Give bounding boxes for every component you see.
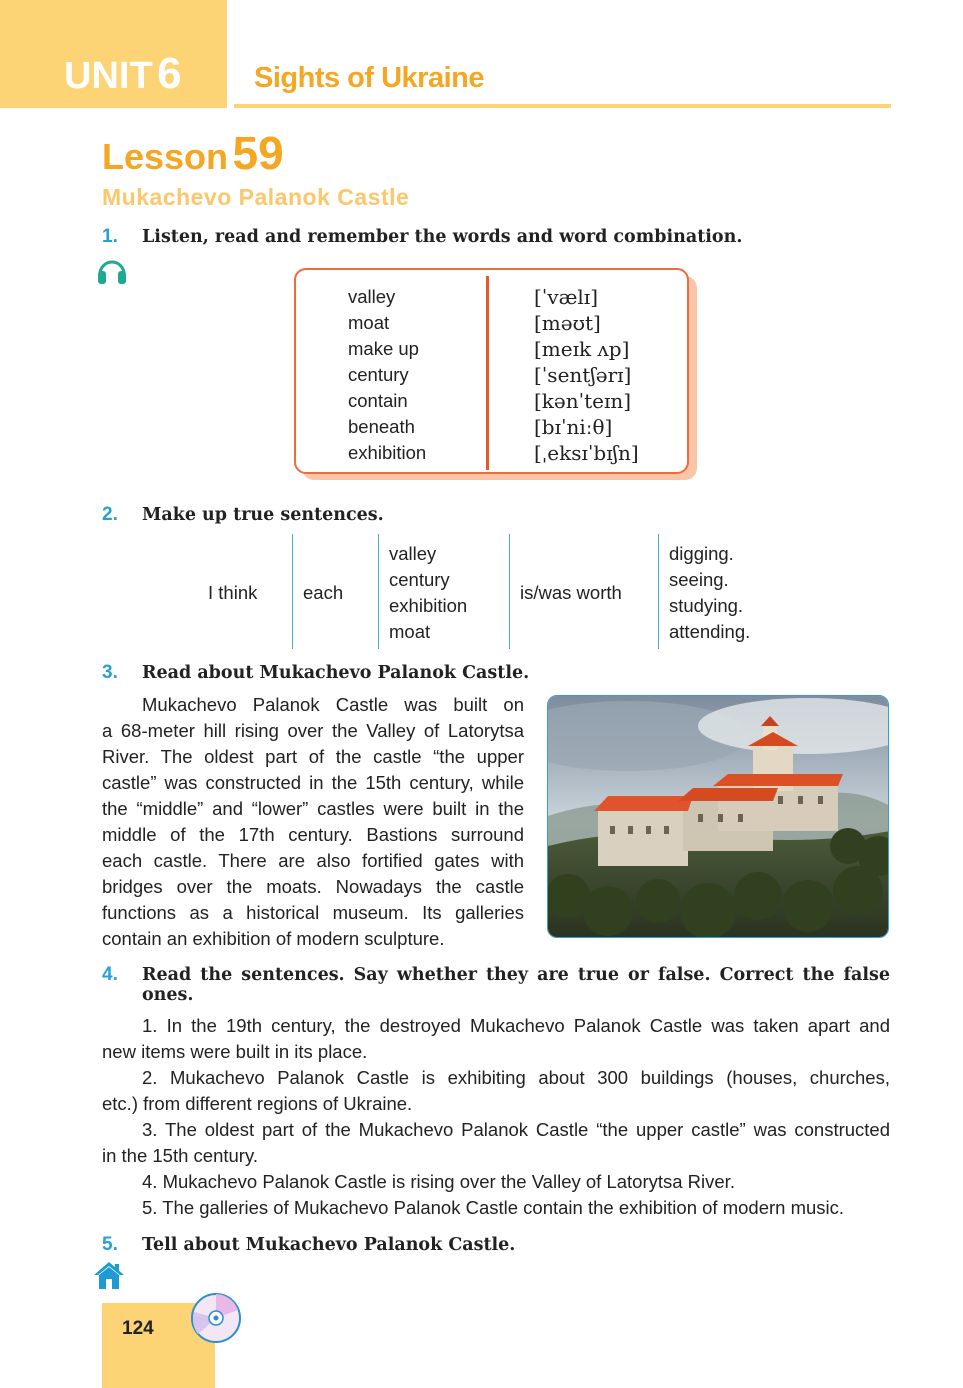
exercise-1-number: 1.	[102, 226, 118, 247]
sentence-col-2: each	[303, 582, 344, 603]
sentence-option: exhibition	[389, 595, 468, 616]
cd-icon[interactable]	[190, 1292, 242, 1344]
exercise-4-number: 4.	[102, 964, 118, 985]
vocab-transcription: [ˈsentʃərɪ]	[534, 363, 632, 387]
vocab-word: moat	[348, 312, 390, 333]
lesson-title	[102, 127, 284, 179]
statement-4: 4. Mukachevo Palanok Castle is rising over the Valley of Latorytsa River.	[142, 1171, 735, 1192]
exercise-4-title	[142, 965, 890, 1005]
vocab-transcription: [meɪk ʌp]	[534, 337, 630, 361]
statement-5: 5. The galleries of Mukachevo Palanok Castle contain the exhibition of modern music.	[142, 1197, 845, 1218]
text-line: Mukachevo Palanok Castle was built on	[142, 694, 524, 715]
vocab-words	[348, 284, 426, 466]
vocab-transcription: [ˈvælɪ]	[534, 285, 598, 309]
lesson-subtitle: Mukachevo Palanok Castle	[102, 184, 410, 210]
exercise-5-number: 5.	[102, 1234, 118, 1255]
sentence-option: attending.	[669, 621, 751, 642]
headphones-icon[interactable]	[96, 254, 128, 286]
vocab-transcription: [ˌeksɪˈbɪʃn]	[534, 441, 639, 465]
sentence-option: century	[389, 569, 450, 590]
vocab-word: valley	[348, 286, 396, 307]
text-line: the “middle” and “lower” castles were built in the	[102, 798, 524, 819]
vocab-divider	[486, 276, 489, 470]
sentence-col-3	[389, 541, 467, 645]
sentence-option: moat	[389, 621, 431, 642]
table-divider	[292, 534, 293, 649]
statement-line: new items were built in its place.	[102, 1041, 368, 1062]
unit-label	[64, 49, 182, 98]
text-line: middle of the 17th century. Bastions surround	[102, 824, 524, 845]
castle-illustration	[548, 696, 889, 938]
statement-line: 1. In the 19th century, the destroyed Mukachevo Palanok Castle was taken apart and	[142, 1015, 890, 1036]
statement-3	[102, 1117, 890, 1169]
vocab-word: contain	[348, 390, 408, 411]
sentence-col-4: is/was worth	[520, 582, 622, 603]
text-line: contain an exhibition of modern sculpture.	[102, 928, 445, 949]
statement-1	[102, 1013, 890, 1065]
castle-photo	[547, 695, 889, 938]
text-line: each castle. There are also fortified gates with	[102, 850, 524, 871]
text-line: bridges over the moats. Nowadays the castle	[102, 876, 524, 897]
statement-2	[102, 1065, 890, 1117]
home-icon[interactable]	[93, 1260, 125, 1290]
text-line: castle” was constructed in the 15th century, while	[102, 772, 524, 793]
exercise-3-title: Read about Mukachevo Palanok Castle.	[142, 663, 530, 683]
vocab-word: beneath	[348, 416, 415, 437]
vocab-word: century	[348, 364, 409, 385]
vocab-transcription: [məʊt]	[534, 311, 601, 335]
vocab-transcription: [kənˈteɪn]	[534, 389, 632, 413]
exercise-4-title-line: Read the sentences. Say whether they are true or false. Correct the false	[142, 965, 890, 985]
statement-line: 3. The oldest part of the Mukachevo Palanok Castle “the upper castle” was constructed	[142, 1119, 890, 1140]
exercise-4-title-line: ones.	[142, 985, 194, 1005]
text-line: a 68-meter hill rising over the Valley of Latorytsa	[102, 720, 524, 741]
table-divider	[378, 534, 379, 649]
exercise-2-title: Make up true sentences.	[142, 505, 384, 525]
exercise-2-number: 2.	[102, 504, 118, 525]
vocab-word: exhibition	[348, 442, 427, 463]
sentence-col-1: I think	[208, 582, 258, 603]
unit-number: 6	[157, 49, 182, 98]
sentence-option: digging.	[669, 543, 734, 564]
table-divider	[509, 534, 510, 649]
unit-word: UNIT	[64, 55, 153, 97]
sentence-option: studying.	[669, 595, 744, 616]
text-line: River. The oldest part of the castle “the upper	[102, 746, 524, 767]
lesson-number: 59	[232, 127, 284, 179]
vocab-transcriptions	[534, 284, 639, 466]
exercise-5-title: Tell about Mukachevo Palanok Castle.	[142, 1235, 516, 1255]
sentence-option: valley	[389, 543, 437, 564]
lesson-word: Lesson	[102, 136, 229, 177]
exercise-3-number: 3.	[102, 662, 118, 683]
vocab-word: make up	[348, 338, 419, 359]
statement-line: in the 15th century.	[102, 1145, 258, 1166]
table-divider	[658, 534, 659, 649]
text-line: functions as a historical museum. Its galleries	[102, 902, 524, 923]
header-divider	[234, 104, 891, 108]
page-number: 124	[122, 1318, 154, 1339]
vocab-box	[294, 268, 689, 474]
sentence-option: seeing.	[669, 569, 729, 590]
unit-title: Sights of Ukraine	[254, 62, 484, 94]
sentence-col-5	[669, 541, 750, 645]
exercise-1-title: Listen, read and remember the words and word combination.	[142, 227, 743, 247]
vocab-transcription: [bɪˈniːθ]	[534, 415, 613, 439]
statement-line: 2. Mukachevo Palanok Castle is exhibiting about 300 buildings (houses, churches,	[142, 1067, 890, 1088]
reading-text	[102, 692, 524, 952]
statement-line: etc.) from different regions of Ukraine.	[102, 1093, 413, 1114]
